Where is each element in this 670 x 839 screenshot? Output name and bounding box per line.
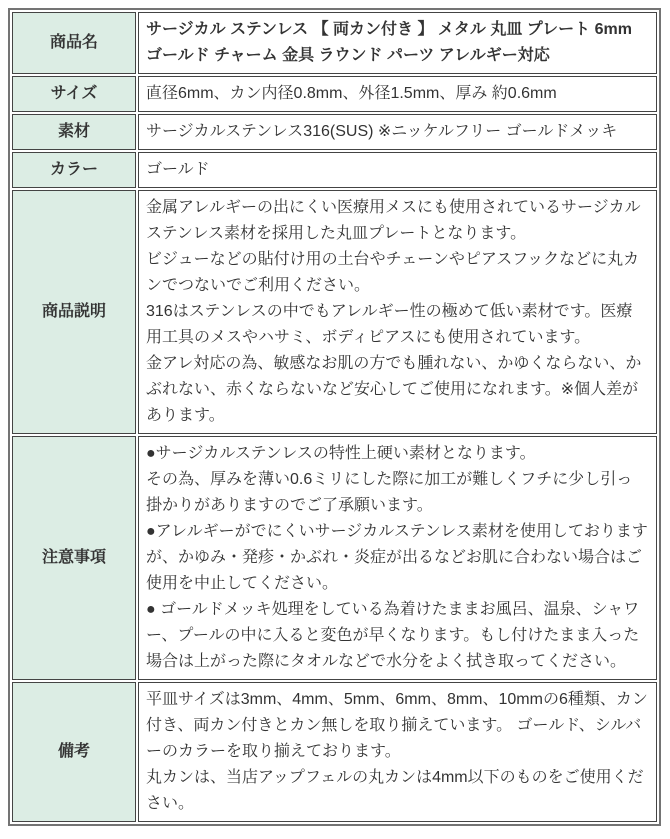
- paragraph: 丸カンは、当店アップフェルの丸カンは4mm以下のものをご使用ください。: [146, 769, 644, 812]
- paragraph: ● ゴールドメッキ処理をしている為着けたままお風呂、温泉、シャワー、プールの中に入ると変色が早くなります。もし付けたまま入った場合は上がった際にタオルなどで水分をよく拭き取ってください。: [146, 601, 640, 670]
- paragraph: その為、厚みを薄い0.6ミリにした際に加工が難しくフチに少し引っ掛かりがありますのでご了承願います。: [146, 471, 633, 514]
- table-row-color: [12, 152, 657, 188]
- row-label-size: サイズ: [12, 76, 136, 112]
- paragraph: 平皿サイズは3mm、4mm、5mm、6mm、8mm、10mmの6種類、カン付き、両カン付きとカン無しを取り揃えています。 ゴールド、シルバーのカラーを取り揃えております。: [146, 691, 648, 760]
- paragraph: サージカルステンレス316(SUS) ※ニッケルフリー ゴールドメッキ: [146, 123, 618, 140]
- paragraph: 直径6mm、カン内径0.8mm、外径1.5mm、厚み 約0.6mm: [146, 85, 557, 102]
- table-row-material: [12, 114, 657, 150]
- table-row-precautions: [12, 436, 657, 680]
- row-value-color: [138, 152, 657, 188]
- row-label-product-name: 商品名: [12, 12, 136, 74]
- row-label-color: カラー: [12, 152, 136, 188]
- paragraph: ビジューなどの貼付け用の土台やチェーンやピアスフックなどに丸カンでつないでご利用ください。: [146, 251, 640, 294]
- row-value-remarks: [138, 682, 657, 822]
- paragraph: ●サージカルステンレスの特性上硬い素材となります。: [146, 445, 536, 462]
- row-label-precautions: 注意事項: [12, 436, 136, 680]
- table-row-product-name: [12, 12, 657, 74]
- product-spec-table: [8, 8, 661, 826]
- paragraph: 金属アレルギーの出にくい医療用メスにも使用されているサージカルステンレス素材を採用した丸皿プレートとなります。: [146, 199, 641, 242]
- row-value-description: [138, 190, 657, 434]
- row-value-product-name: [138, 12, 657, 74]
- table-row-description: [12, 190, 657, 434]
- row-value-size: [138, 76, 657, 112]
- paragraph: 316はステンレスの中でもアレルギー性の極めて低い素材です。医療用工具のメスやハサミ、ボディピアスにも使用されています。: [146, 303, 633, 346]
- row-value-material: [138, 114, 657, 150]
- paragraph: サージカル ステンレス 【 両カン付き 】 メタル 丸皿 プレート 6mm ゴールド チャーム 金具 ラウンド パーツ アレルギー対応: [146, 21, 632, 64]
- row-value-precautions: [138, 436, 657, 680]
- table-row-remarks: [12, 682, 657, 822]
- paragraph: ゴールド: [146, 161, 210, 178]
- paragraph: ●アレルギーがでにくいサージカルステンレス素材を使用しておりますが、かゆみ・発疹・かぶれ・炎症が出るなどお肌に合わない場合はご使用を中止してください。: [146, 523, 648, 592]
- row-label-description: 商品説明: [12, 190, 136, 434]
- row-label-material: 素材: [12, 114, 136, 150]
- table-row-size: [12, 76, 657, 112]
- row-label-remarks: 備考: [12, 682, 136, 822]
- paragraph: 金アレ対応の為、敏感なお肌の方でも腫れない、かゆくならない、かぶれない、赤くならないなど安心してご使用になれます。※個人差があります。: [146, 355, 642, 424]
